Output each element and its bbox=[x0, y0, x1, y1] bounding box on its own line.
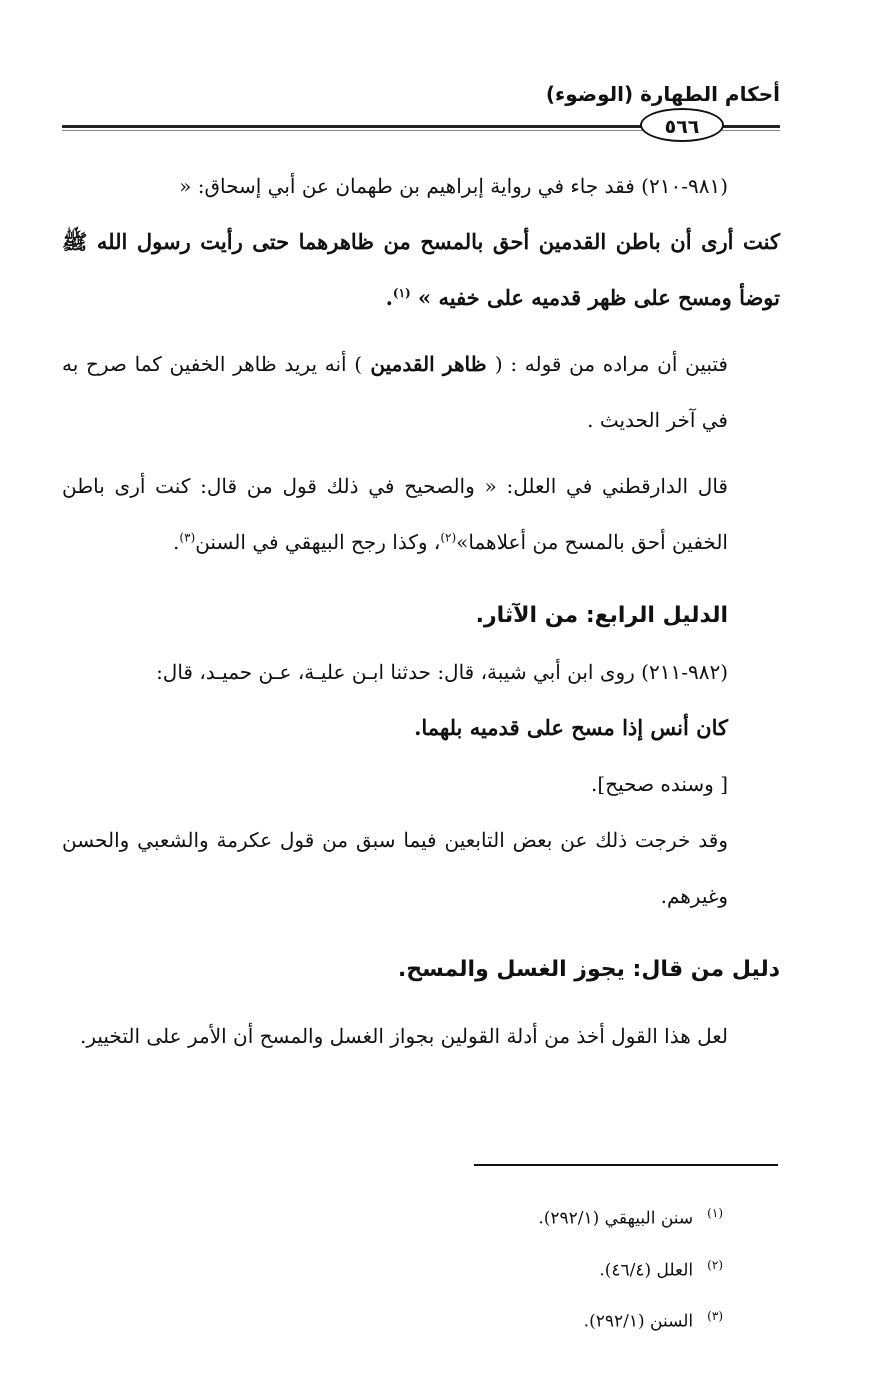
footnote-number: (١) bbox=[707, 1206, 723, 1220]
footnote-text: سنن البيهقي (٢٩٢/١). bbox=[538, 1208, 694, 1229]
paragraph-text: ، وكذا رجح البيهقي في السنن bbox=[195, 530, 441, 554]
footnote-text: السنن (٢٩٢/١). bbox=[583, 1311, 694, 1332]
quote-anas: كان أنس إذا مسح على قدميه بلهما. bbox=[414, 715, 728, 740]
footnote-1 bbox=[323, 1190, 723, 1242]
section-heading-choice: دليل من قال: يجوز الغسل والمسح. bbox=[397, 957, 780, 982]
paragraph-explanation bbox=[62, 336, 780, 448]
main-text bbox=[62, 158, 780, 1064]
footnote-3 bbox=[323, 1293, 723, 1345]
quote-text: كنت أرى أن باطن القدمين أحق بالمسح من ظاهرهما حتى رأيت رسول الله ﷺ توضأ ومسح على ظهر قدميه على خفيه » bbox=[62, 229, 780, 310]
page-number: ٥٦٦ bbox=[640, 108, 724, 142]
paragraph-daraqutni bbox=[62, 458, 780, 570]
section-heading-athar: الدليل الرابع: من الآثار. bbox=[475, 603, 728, 628]
paragraph-text: ) أنه يريد ظاهر الخفين كما صرح به في آخر الحديث . bbox=[62, 352, 728, 432]
page-header bbox=[62, 78, 780, 138]
paragraph-isnad: [ وسنده صحيح]. bbox=[591, 772, 728, 796]
footnote-ref-1[interactable]: (١) bbox=[392, 286, 411, 300]
footnotes bbox=[323, 1190, 723, 1345]
paragraph-text: قال الدارقطني في العلل: « والصحيح في ذلك قول من قال: كنت أرى باطن الخفين أحق بالمسح من أعلاهما» bbox=[62, 474, 728, 554]
footnote-ref-2[interactable]: (٢) bbox=[440, 530, 457, 545]
footnote-number: (٣) bbox=[707, 1309, 723, 1324]
paragraph-text: (٩٨١-٢١٠) فقد جاء في رواية إبراهيم بن طهمان عن أبي إسحاق: « bbox=[179, 174, 728, 198]
footnote-2 bbox=[323, 1242, 723, 1294]
footnote-separator bbox=[474, 1164, 778, 1166]
quote-end: . bbox=[385, 285, 393, 310]
quote-hadith-981 bbox=[62, 214, 780, 326]
paragraph-text: (٩٨٢-٢١١) روى ابن أبي شيبة، قال: حدثنا ابـن عليـة، عـن حميـد، قال: bbox=[156, 660, 728, 684]
running-title: أحكام الطهارة (الوضوء) bbox=[545, 82, 780, 106]
paragraph-conclusion: لعل هذا القول أخذ من أدلة القولين بجواز الغسل والمسح أن الأمر على التخيير. bbox=[79, 1024, 728, 1048]
paragraph-text: فتبين أن مراده من قوله : ( bbox=[494, 352, 728, 376]
paragraph-hadith-982 bbox=[62, 644, 780, 700]
footnote-text: العلل (٤٦/٤). bbox=[599, 1260, 694, 1281]
paragraph-hadith-981 bbox=[62, 158, 780, 214]
footnote-ref-3[interactable]: (٣) bbox=[179, 530, 196, 545]
paragraph-tabiin: وقد خرجت ذلك عن بعض التابعين فيما سبق من قول عكرمة والشعبي والحسن وغيرهم. bbox=[62, 828, 728, 908]
footnote-number: (٢) bbox=[707, 1257, 723, 1272]
paragraph-end: . bbox=[173, 530, 180, 554]
bold-term: ظاهر القدمين bbox=[362, 352, 495, 376]
